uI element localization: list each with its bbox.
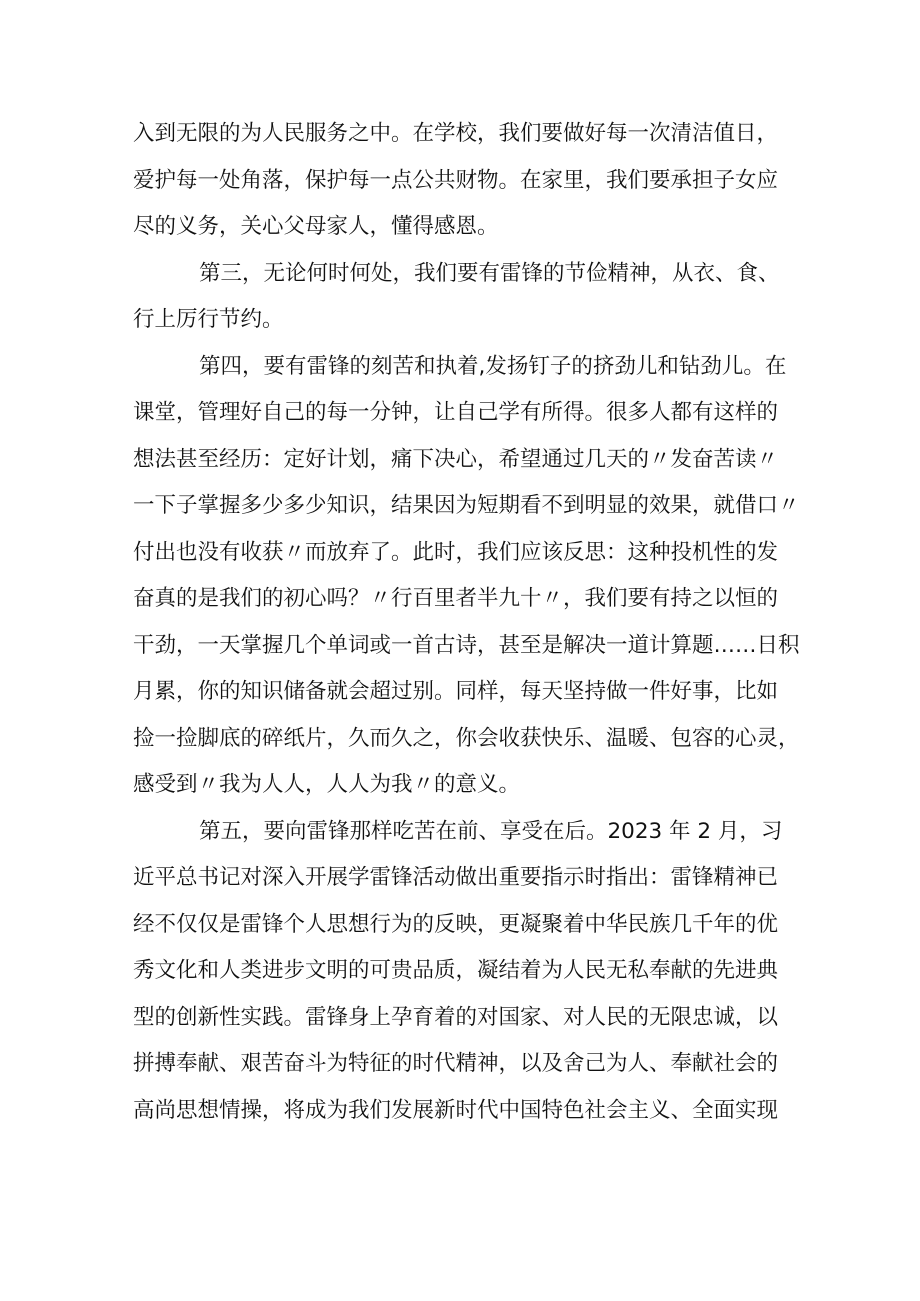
paragraph-1-continued [133,111,793,251]
text-line: 经不仅仅是雷锋个人思想行为的反映，更凝聚着中华民族几千年的优 [133,911,779,937]
text-line-first: 第四，要有雷锋的刻苦和执着,发扬钉子的挤劲儿和钻劲儿。在 [199,353,787,379]
text-line: 一下子掌握多少多少知识，结果因为短期看不到明显的效果，就借口〃 [133,493,800,518]
text-line: 奋真的是我们的初心吗？〃行百里者半九十〃，我们要有持之以恒的 [133,586,779,611]
text-line: 月累，你的知识储备就会超过别。同样，每天坚持做一件好事，比如 [133,679,779,704]
text-line: 尽的义务，关心父母家人，懂得感恩。 [133,214,499,239]
text-line: 课堂，管理好自己的每一分钟，让自己学有所得。很多人都有这样的 [133,400,779,425]
paragraph-third-point [133,251,793,344]
text-line: 近平总书记对深入开展学雷锋活动做出重要指示时指出：雷锋精神已 [133,865,779,890]
text-line: 爱护每一处角落，保护每一点公共财物。在家里，我们要承担子女应 [133,167,779,193]
text-line: 高尚思想情操，将成为我们发展新时代中国特色社会主义、全面实现 [133,1097,779,1123]
text-line: 干劲，一天掌握几个单词或一首古诗，甚至是解决一道计算题……日积 [133,632,800,658]
text-line: 型的创新性实践。雷锋身上孕育着的对国家、对人民的无限忠诚，以 [133,1004,779,1030]
text-line: 行上厉行节约。 [133,307,284,332]
text-line-first: 第五，要向雷锋那样吃苦在前、享受在后。2023 年 2 月，习 [199,818,783,844]
text-line: 感受到〃我为人人，人人为我〃的意义。 [133,772,521,797]
document-body [133,111,800,1134]
paragraph-fifth-point [133,809,793,1135]
text-line: 捡一捡脚底的碎纸片，久而久之，你会收获快乐、温暖、包容的心灵， [133,725,800,751]
paragraph-fourth-point [133,344,800,809]
text-line: 想法甚至经历：定好计划，痛下决心，希望通过几天的〃发奋苦读〃 [133,446,779,472]
text-line: 秀文化和人类进步文明的可贵品质，凝结着为人民无私奉献的先进典 [133,958,779,983]
text-line-first: 第三，无论何时何处，我们要有雷锋的节俭精神，从衣、食、 [199,260,780,286]
text-line: 付出也没有收获〃而放弃了。此时，我们应该反思：这种投机性的发 [133,539,779,565]
text-line: 入到无限的为人民服务之中。在学校，我们要做好每一次清洁值日， [133,121,779,146]
text-line: 拼搏奉献、艰苦奋斗为特征的时代精神，以及舍己为人、奉献社会的 [133,1051,779,1076]
